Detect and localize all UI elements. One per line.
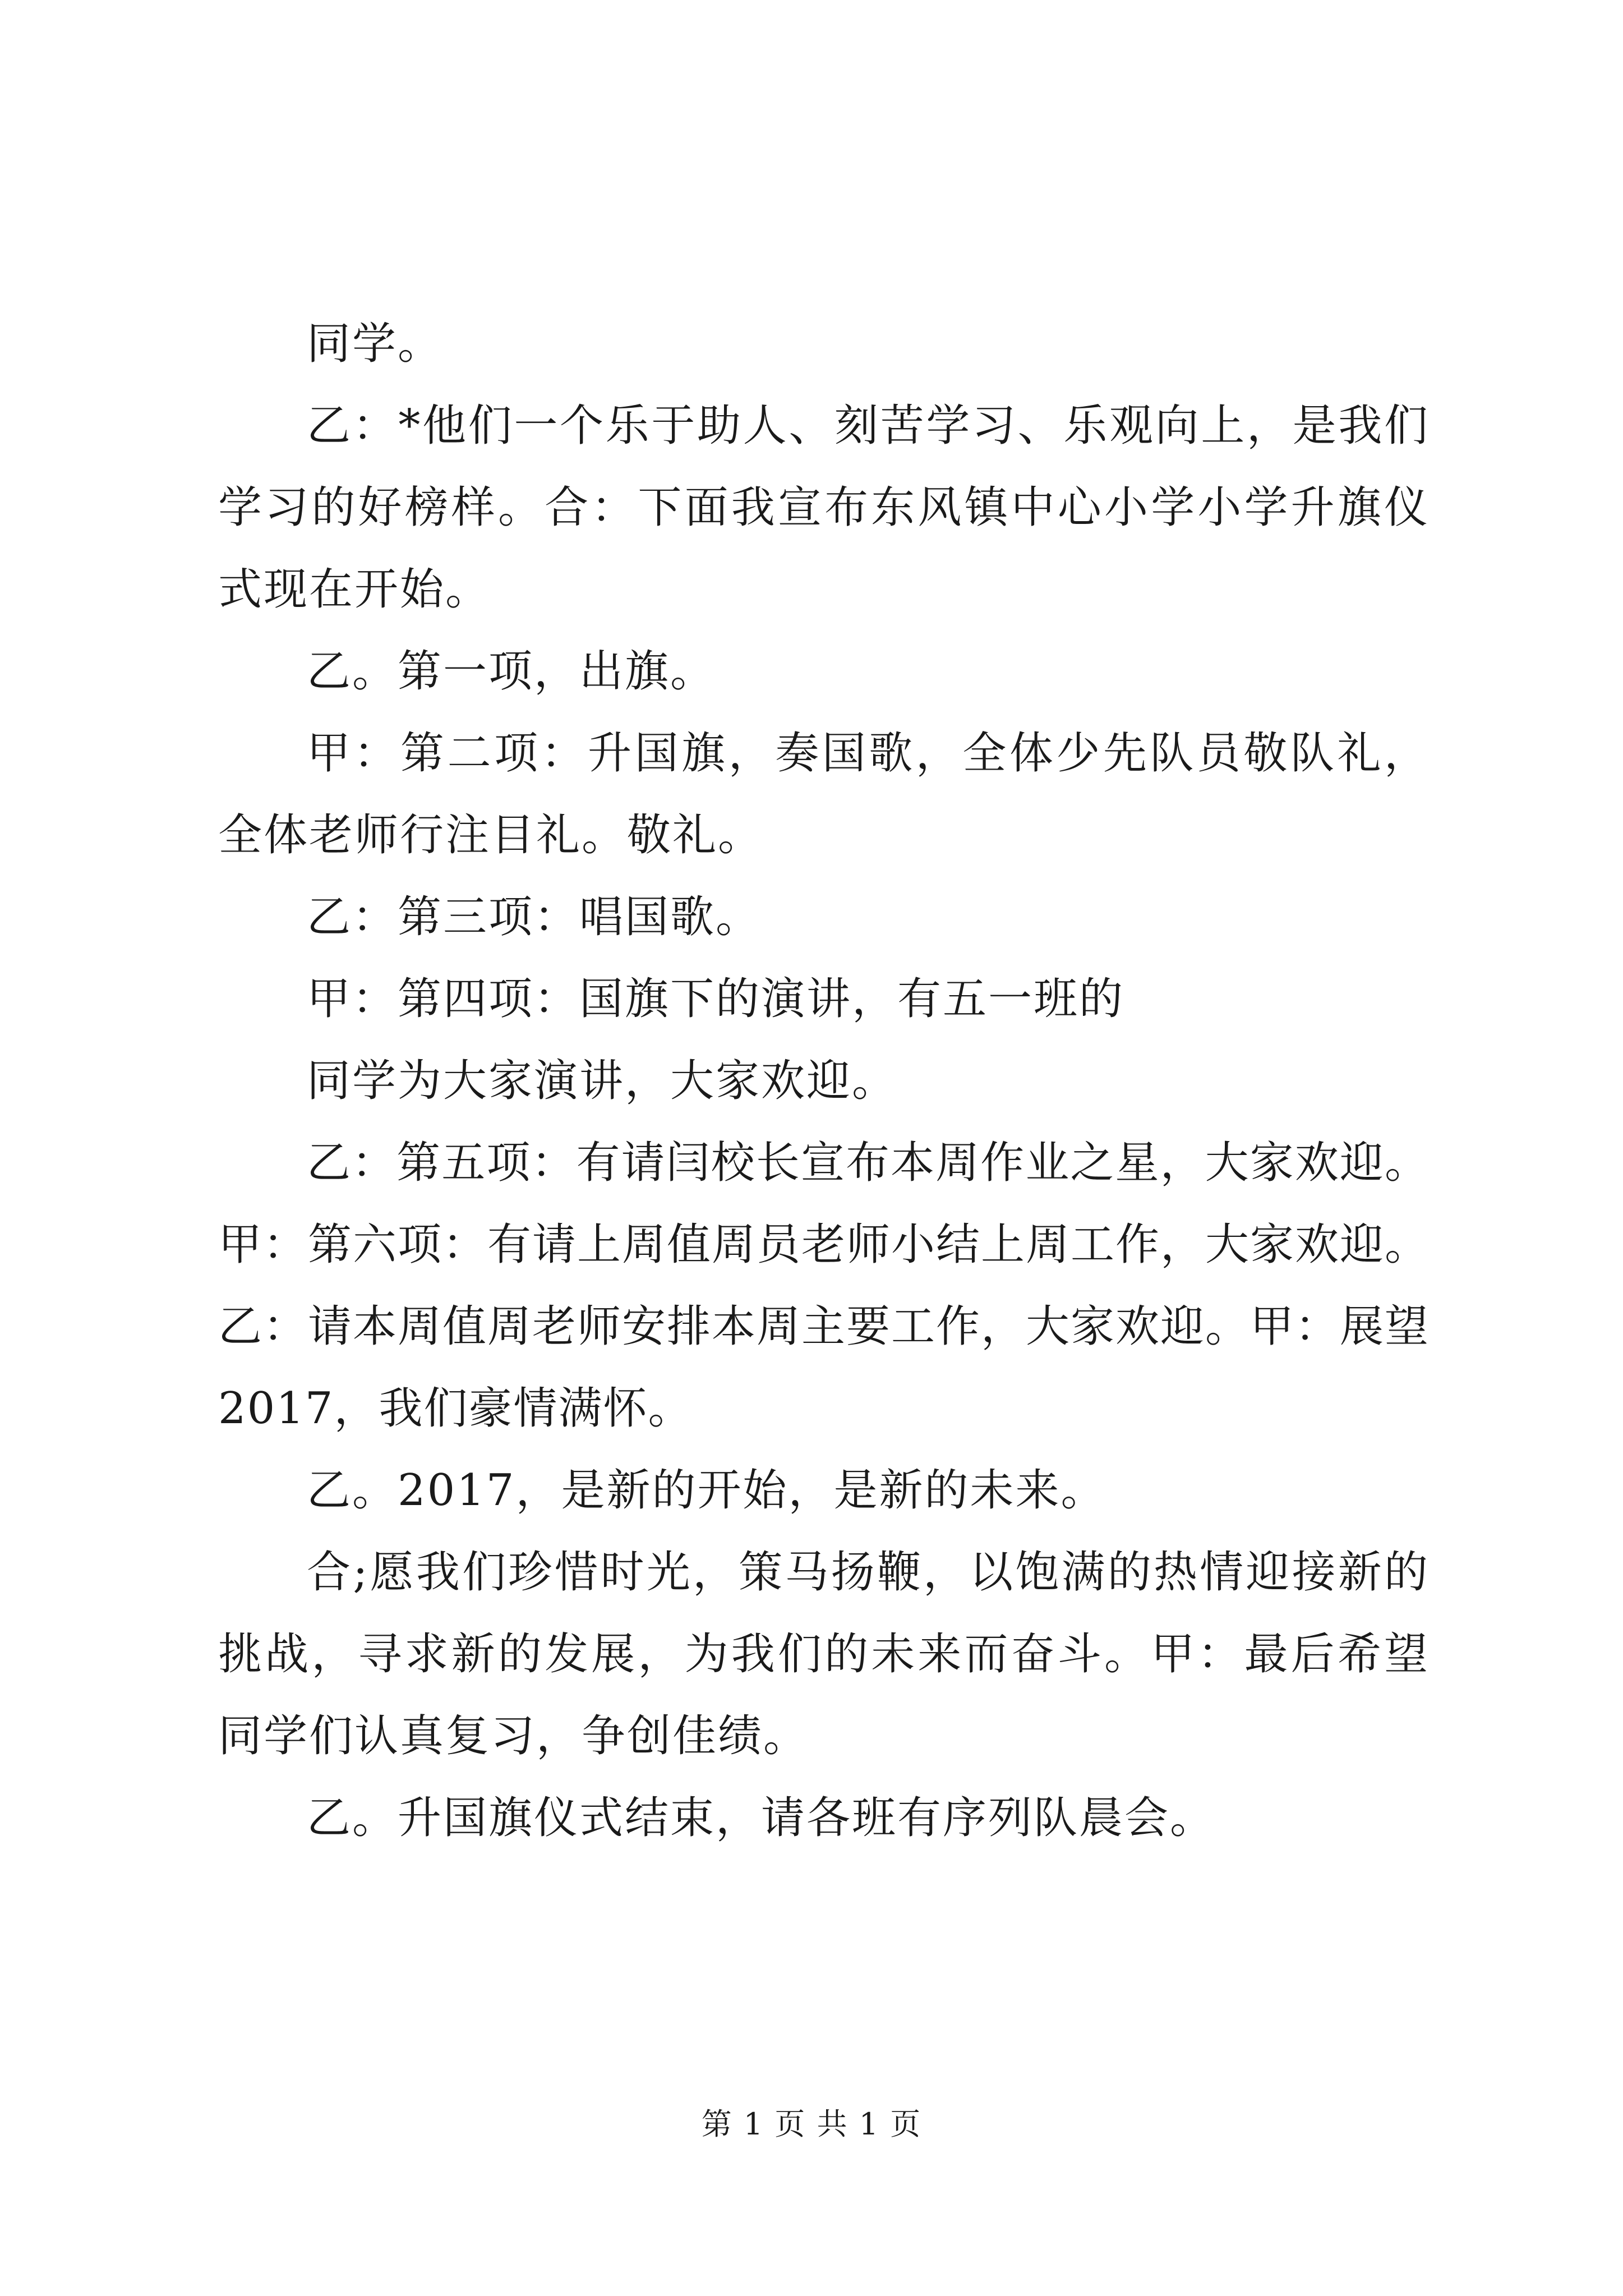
paragraph: 乙：第五项：有请闫校长宣布本周作业之星，大家欢迎。甲：第六项：有请上周值周员老师小结上周工作，大家欢迎。乙：请本周值周老师安排本周主要工作，大家欢迎。甲：展望2017，我们豪情满怀。: [218, 1138, 1430, 1434]
paragraph: 乙：第三项：唱国歌。: [307, 892, 762, 942]
paragraph: 合;愿我们珍惜时光，策马扬鞭，以饱满的热情迎接新的挑战，寻求新的发展，为我们的未来而奋斗。甲：最后希望同学们认真复习，争创佳绩。: [218, 1547, 1430, 1761]
paragraph: 甲：第二项：升国旗，奏国歌，全体少先队员敬队礼，全体老师行注目礼。敬礼。: [218, 728, 1430, 861]
paragraph: 甲：第四项：国旗下的演讲，有五一班的: [307, 974, 1125, 1024]
paragraph: 乙：*他们一个乐于助人、刻苦学习、乐观向上，是我们学习的好榜样。合：下面我宣布东风镇中心小学小学升旗仪式现在开始。: [218, 401, 1430, 615]
paragraph: 乙。2017，是新的开始，是新的未来。: [307, 1465, 1106, 1516]
document-body: [218, 303, 1430, 1859]
paragraph: 同学。: [307, 319, 444, 369]
page-number-label: 第 1 页 共 1 页: [701, 2106, 922, 2142]
paragraph: 乙。第一项，出旗。: [307, 646, 716, 697]
paragraph: 乙。升国旗仪式结束，请各班有序列队晨会。: [307, 1793, 1216, 1843]
paragraph: 同学为大家演讲，大家欢迎。: [307, 1056, 898, 1106]
page-footer: [0, 2105, 1623, 2144]
